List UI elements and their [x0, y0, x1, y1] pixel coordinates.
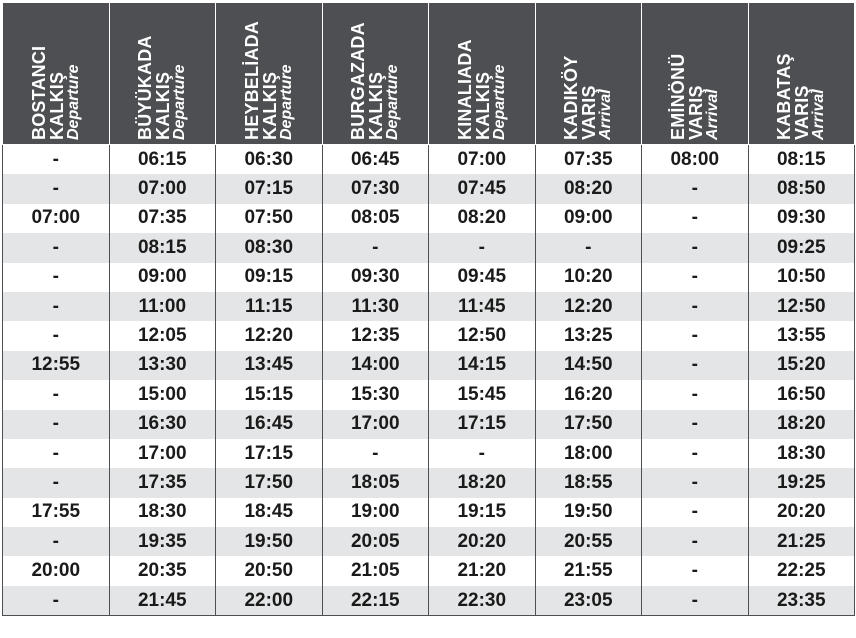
direction-label: KALKIŞ: [46, 71, 67, 140]
time-cell-burgazada: 22:15: [322, 586, 429, 616]
direction-english: Departure: [277, 64, 295, 140]
column-header-bostanci: [3, 3, 110, 145]
direction-english: Arrival: [703, 89, 721, 140]
time-cell-burgazada: 09:30: [322, 263, 429, 292]
time-cell-bostanci: -: [3, 292, 110, 321]
time-cell-kinaliada: 12:50: [429, 321, 536, 350]
time-cell-eminonu: -: [642, 380, 749, 409]
time-cell-kabatas: 18:30: [748, 439, 855, 468]
time-cell-bostanci: 12:55: [3, 351, 110, 380]
time-cell-burgazada: 14:00: [322, 351, 429, 380]
time-cell-kabatas: 12:50: [748, 292, 855, 321]
time-cell-kadikoy: 17:50: [535, 410, 642, 439]
column-header-label: [349, 22, 401, 140]
time-cell-kadikoy: 23:05: [535, 586, 642, 616]
time-cell-burgazada: 15:30: [322, 380, 429, 409]
time-cell-kabatas: 22:25: [748, 556, 855, 585]
column-header-kadikoy: [535, 3, 642, 145]
time-cell-eminonu: -: [642, 527, 749, 556]
time-cell-eminonu: -: [642, 410, 749, 439]
time-cell-eminonu: -: [642, 292, 749, 321]
column-header-buyukada: [109, 3, 216, 145]
time-cell-eminonu: -: [642, 321, 749, 350]
time-cell-kinaliada: 07:45: [429, 174, 536, 203]
direction-label: KALKIŞ: [472, 71, 493, 140]
station-name: BÜYÜKADA: [135, 35, 156, 140]
time-cell-bostanci: -: [3, 527, 110, 556]
time-cell-buyukada: 15:00: [109, 380, 216, 409]
time-cell-kinaliada: 09:45: [429, 263, 536, 292]
time-cell-buyukada: 20:35: [109, 556, 216, 585]
column-header-kabatas: [748, 3, 855, 145]
time-cell-kabatas: 09:30: [748, 204, 855, 233]
time-cell-eminonu: 08:00: [642, 145, 749, 175]
time-cell-burgazada: 07:30: [322, 174, 429, 203]
time-cell-kadikoy: 12:20: [535, 292, 642, 321]
time-cell-bostanci: -: [3, 263, 110, 292]
column-header-label: [30, 46, 82, 140]
table-row: [3, 263, 855, 292]
time-cell-eminonu: -: [642, 351, 749, 380]
direction-label: VARIŞ: [685, 85, 706, 140]
time-cell-kadikoy: 07:35: [535, 145, 642, 175]
table-row: [3, 145, 855, 175]
table-row: [3, 410, 855, 439]
time-cell-bostanci: -: [3, 233, 110, 262]
time-cell-kabatas: 16:50: [748, 380, 855, 409]
table-row: [3, 233, 855, 262]
direction-english: Departure: [490, 64, 508, 140]
time-cell-bostanci: -: [3, 321, 110, 350]
time-cell-bostanci: -: [3, 468, 110, 497]
time-cell-kinaliada: 08:20: [429, 204, 536, 233]
time-cell-heybeliada: 17:15: [216, 439, 323, 468]
table-row: [3, 292, 855, 321]
time-cell-bostanci: 07:00: [3, 204, 110, 233]
station-name: BOSTANCI: [28, 45, 49, 140]
direction-label: KALKIŞ: [366, 71, 387, 140]
time-cell-buyukada: 08:15: [109, 233, 216, 262]
direction-english: Departure: [384, 64, 402, 140]
time-cell-buyukada: 09:00: [109, 263, 216, 292]
direction-label: VARIŞ: [792, 85, 813, 140]
time-cell-heybeliada: 16:45: [216, 410, 323, 439]
time-cell-heybeliada: 15:15: [216, 380, 323, 409]
time-cell-kabatas: 08:50: [748, 174, 855, 203]
time-cell-burgazada: 17:00: [322, 410, 429, 439]
time-cell-buyukada: 17:35: [109, 468, 216, 497]
time-cell-buyukada: 13:30: [109, 351, 216, 380]
time-cell-kadikoy: 18:55: [535, 468, 642, 497]
direction-label: VARIŞ: [579, 85, 600, 140]
time-cell-heybeliada: 22:00: [216, 586, 323, 616]
table-row: [3, 380, 855, 409]
table-row: [3, 439, 855, 468]
time-cell-kadikoy: 19:50: [535, 498, 642, 527]
time-cell-buyukada: 17:00: [109, 439, 216, 468]
time-cell-bostanci: 20:00: [3, 556, 110, 585]
time-cell-buyukada: 21:45: [109, 586, 216, 616]
time-cell-burgazada: 06:45: [322, 145, 429, 175]
time-cell-buyukada: 06:15: [109, 145, 216, 175]
time-cell-kabatas: 20:20: [748, 498, 855, 527]
time-cell-kinaliada: -: [429, 233, 536, 262]
timetable-body: [3, 145, 855, 616]
time-cell-eminonu: -: [642, 468, 749, 497]
station-name: KABATAŞ: [774, 53, 795, 140]
time-cell-kinaliada: 21:20: [429, 556, 536, 585]
station-name: EMİNÖNÜ: [667, 53, 688, 140]
time-cell-kadikoy: 10:20: [535, 263, 642, 292]
table-row: [3, 204, 855, 233]
time-cell-buyukada: 16:30: [109, 410, 216, 439]
time-cell-kinaliada: 14:15: [429, 351, 536, 380]
time-cell-kadikoy: 20:55: [535, 527, 642, 556]
station-name: KINALIADA: [454, 39, 475, 140]
table-row: [3, 321, 855, 350]
time-cell-kabatas: 13:55: [748, 321, 855, 350]
time-cell-heybeliada: 07:15: [216, 174, 323, 203]
time-cell-buyukada: 19:35: [109, 527, 216, 556]
time-cell-kadikoy: 16:20: [535, 380, 642, 409]
time-cell-kinaliada: 17:15: [429, 410, 536, 439]
table-row: [3, 498, 855, 527]
time-cell-heybeliada: 11:15: [216, 292, 323, 321]
table-row: [3, 174, 855, 203]
time-cell-eminonu: -: [642, 204, 749, 233]
time-cell-kabatas: 10:50: [748, 263, 855, 292]
time-cell-bostanci: -: [3, 174, 110, 203]
column-header-label: [562, 56, 614, 140]
time-cell-buyukada: 12:05: [109, 321, 216, 350]
time-cell-kabatas: 15:20: [748, 351, 855, 380]
time-cell-burgazada: 11:30: [322, 292, 429, 321]
direction-english: Arrival: [597, 89, 615, 140]
time-cell-bostanci: -: [3, 145, 110, 175]
table-row: [3, 351, 855, 380]
time-cell-kinaliada: 19:15: [429, 498, 536, 527]
column-header-burgazada: [322, 3, 429, 145]
time-cell-burgazada: 20:05: [322, 527, 429, 556]
time-cell-heybeliada: 18:45: [216, 498, 323, 527]
ferry-timetable-container: [2, 2, 855, 616]
table-row: [3, 468, 855, 497]
time-cell-kinaliada: 15:45: [429, 380, 536, 409]
time-cell-eminonu: -: [642, 439, 749, 468]
column-header-kinaliada: [429, 3, 536, 145]
time-cell-bostanci: -: [3, 439, 110, 468]
time-cell-heybeliada: 17:50: [216, 468, 323, 497]
time-cell-eminonu: -: [642, 586, 749, 616]
time-cell-kadikoy: 13:25: [535, 321, 642, 350]
header-row: [3, 3, 855, 145]
time-cell-burgazada: 08:05: [322, 204, 429, 233]
column-header-eminonu: [642, 3, 749, 145]
station-name: BURGAZADA: [348, 22, 369, 140]
direction-english: Arrival: [810, 89, 828, 140]
time-cell-kadikoy: 14:50: [535, 351, 642, 380]
time-cell-burgazada: 19:00: [322, 498, 429, 527]
time-cell-bostanci: -: [3, 380, 110, 409]
time-cell-bostanci: 17:55: [3, 498, 110, 527]
time-cell-bostanci: -: [3, 586, 110, 616]
time-cell-kadikoy: -: [535, 233, 642, 262]
column-header-label: [136, 35, 188, 140]
time-cell-burgazada: 12:35: [322, 321, 429, 350]
time-cell-buyukada: 18:30: [109, 498, 216, 527]
time-cell-heybeliada: 09:15: [216, 263, 323, 292]
time-cell-bostanci: -: [3, 410, 110, 439]
time-cell-kadikoy: 08:20: [535, 174, 642, 203]
column-header-label: [775, 53, 827, 140]
time-cell-eminonu: -: [642, 556, 749, 585]
time-cell-kinaliada: -: [429, 439, 536, 468]
time-cell-burgazada: 18:05: [322, 468, 429, 497]
time-cell-eminonu: -: [642, 233, 749, 262]
time-cell-kinaliada: 22:30: [429, 586, 536, 616]
time-cell-kinaliada: 11:45: [429, 292, 536, 321]
time-cell-kadikoy: 21:55: [535, 556, 642, 585]
station-name: KADIKÖY: [561, 55, 582, 140]
ferry-timetable: [2, 2, 855, 616]
time-cell-buyukada: 11:00: [109, 292, 216, 321]
time-cell-heybeliada: 19:50: [216, 527, 323, 556]
time-cell-kinaliada: 20:20: [429, 527, 536, 556]
time-cell-kabatas: 08:15: [748, 145, 855, 175]
time-cell-kabatas: 18:20: [748, 410, 855, 439]
time-cell-burgazada: -: [322, 439, 429, 468]
time-cell-kabatas: 23:35: [748, 586, 855, 616]
time-cell-kinaliada: 07:00: [429, 145, 536, 175]
time-cell-eminonu: -: [642, 174, 749, 203]
direction-english: Departure: [64, 64, 82, 140]
time-cell-kadikoy: 18:00: [535, 439, 642, 468]
direction-label: KALKIŞ: [259, 71, 280, 140]
time-cell-kabatas: 19:25: [748, 468, 855, 497]
column-header-label: [456, 39, 508, 140]
time-cell-heybeliada: 06:30: [216, 145, 323, 175]
time-cell-kadikoy: 09:00: [535, 204, 642, 233]
direction-label: KALKIŞ: [153, 71, 174, 140]
time-cell-eminonu: -: [642, 498, 749, 527]
time-cell-heybeliada: 13:45: [216, 351, 323, 380]
station-name: HEYBELİADA: [241, 20, 262, 140]
time-cell-kabatas: 09:25: [748, 233, 855, 262]
time-cell-heybeliada: 08:30: [216, 233, 323, 262]
time-cell-heybeliada: 12:20: [216, 321, 323, 350]
column-header-label: [669, 54, 721, 140]
time-cell-buyukada: 07:35: [109, 204, 216, 233]
time-cell-kinaliada: 18:20: [429, 468, 536, 497]
direction-english: Departure: [171, 64, 189, 140]
time-cell-heybeliada: 07:50: [216, 204, 323, 233]
time-cell-buyukada: 07:00: [109, 174, 216, 203]
time-cell-eminonu: -: [642, 263, 749, 292]
column-header-label: [243, 21, 295, 140]
table-row: [3, 527, 855, 556]
time-cell-kabatas: 21:25: [748, 527, 855, 556]
time-cell-burgazada: -: [322, 233, 429, 262]
table-row: [3, 556, 855, 585]
time-cell-burgazada: 21:05: [322, 556, 429, 585]
time-cell-heybeliada: 20:50: [216, 556, 323, 585]
column-header-heybeliada: [216, 3, 323, 145]
table-row: [3, 586, 855, 616]
